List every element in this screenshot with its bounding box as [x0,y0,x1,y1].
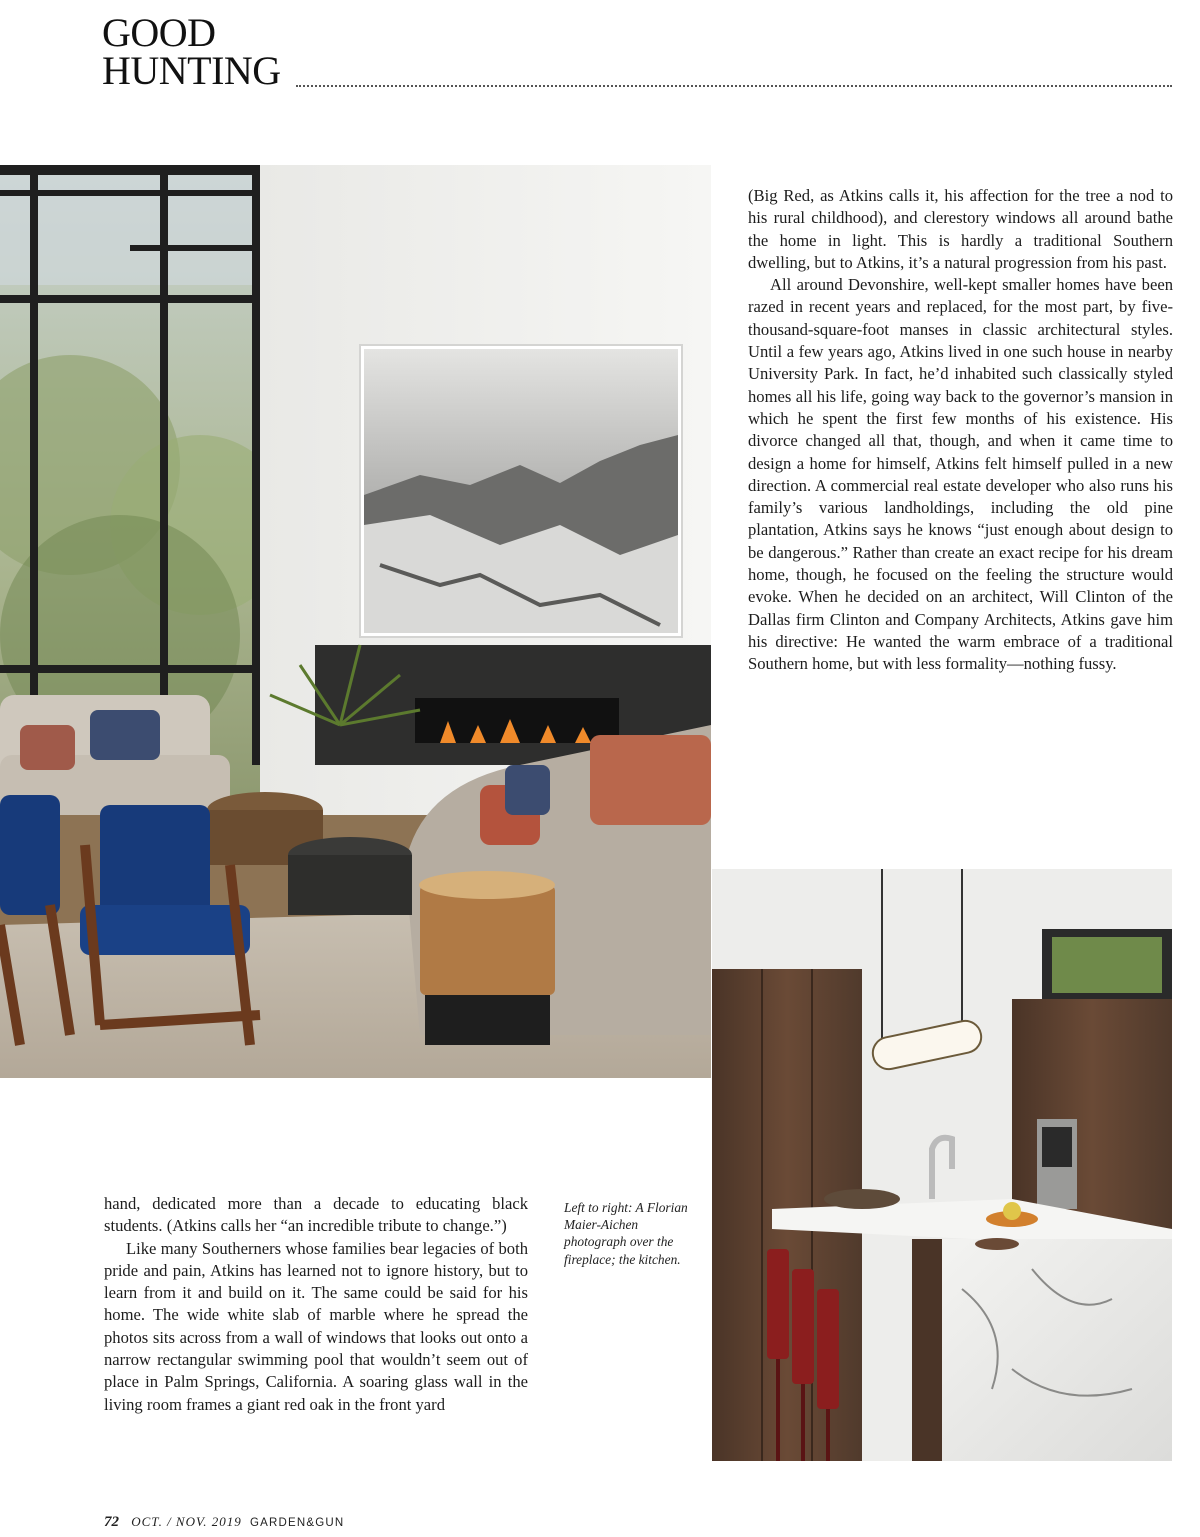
article-paragraph: Like many Southerners whose families bear legacies of both pride and pain, Atkins has learned not to ignore history, but to learn from it and build on it. The same could be said for his home. The wide white slab of marble where he spread the photos sits across from a wall of windows that looks out onto a narrow rectangular swimming pool that wouldn’t seem out of place in Palm Springs, California. A soaring glass wall in the living room frames a giant red oak in the front yard [104,1238,528,1414]
photo-caption: Left to right: A Florian Maier-Aichen photograph over the fireplace; the kitchen. [564,1200,688,1267]
issue-date: OCT. / NOV. 2019 [131,1514,242,1529]
article-column-left [104,1193,528,1416]
section-title-line2: HUNTING [102,48,281,93]
section-title-line1: GOOD [102,10,216,55]
page-footer [104,1514,344,1531]
article-paragraph: (Big Red, as Atkins calls it, his affection for the tree a nod to his rural childhood), and clerestory windows all around bathe the home in light. This is hardly a traditional Southern dwelling, but to Atkins, it’s a natural progression from his past. [748,186,1173,272]
article-column-right [748,185,1173,676]
section-title [102,10,281,93]
kitchen-photo [712,869,1172,1461]
article-paragraph: All around Devonshire, well-kept smaller homes have been razed in recent years and replaced, for the most part, by five-thousand-square-foot manses in classic architectural styles. Until a few years ago, Atkins lived in one such house in nearby University Park. In fact, he’d inhabited such classically styled homes all his life, going way back to the governor’s mansion in which he spent the first few months of his existence. His divorce changed all that, though, and when it came time to design a home for himself, Atkins felt himself pulled in a new direction. A commercial real estate developer who also runs his family’s various landholdings, including the old pine plantation, Atkins says he knows “just enough about design to be dangerous.” Rather than create an exact recipe for his dream home, though, he focused on the feeling the structure would evoke. When he decided on an architect, Will Clinton of the Dallas firm Clinton and Company Architects, Atkins gave him his directive: He wanted the warm embrace of a traditional Southern home, but with less formality—nothing fussy. [748,275,1173,674]
magazine-name: GARDEN&GUN [250,1517,345,1529]
dotted-rule [296,85,1172,87]
page-number: 72 [104,1514,119,1530]
living-room-photo [0,165,711,1078]
article-paragraph: hand, dedicated more than a decade to educating black students. (Atkins calls her “an incredible tribute to change.”) [104,1194,528,1236]
